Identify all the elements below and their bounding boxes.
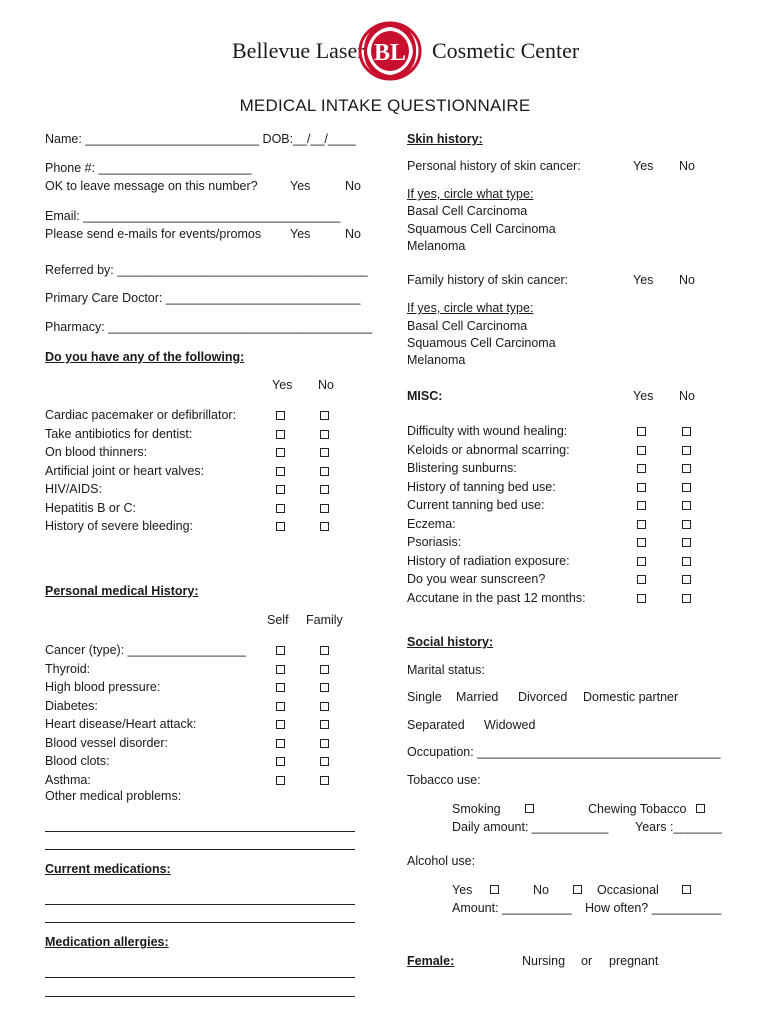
pmh-item-checkbox-a[interactable]: [276, 683, 285, 692]
family-skin-cancer-no[interactable]: No: [679, 273, 695, 287]
marital-divorced[interactable]: Divorced: [518, 690, 568, 704]
send-emails-label: Please send e-mails for events/promos: [45, 227, 262, 241]
following-item-label: Artificial joint or heart valves:: [45, 463, 205, 478]
tobacco-use-label: Tobacco use:: [407, 773, 481, 787]
misc-item-label: History of radiation exposure:: [407, 553, 570, 568]
page-title: MEDICAL INTAKE QUESTIONNAIRE: [239, 96, 531, 115]
current-medications-line-2[interactable]: [45, 922, 355, 923]
following-item-label: On blood thinners:: [45, 445, 148, 459]
brand-right-text: Cosmetic Center: [432, 38, 580, 63]
pmh-item-label: High blood pressure:: [45, 680, 161, 694]
chewing-tobacco-label: Chewing Tobacco: [588, 802, 687, 816]
female-nursing[interactable]: Nursing: [522, 954, 566, 968]
pmh-item-checkbox-a[interactable]: [276, 739, 285, 748]
misc-item-checkbox-b[interactable]: [682, 427, 691, 436]
following-item-label: Hepatitis B or C:: [45, 500, 137, 515]
following-yes-header: Yes: [272, 378, 293, 392]
misc-item-checkbox-a[interactable]: [637, 427, 646, 436]
personal-skin-cancer-label: Personal history of skin cancer:: [407, 159, 581, 173]
family-if-yes-label: If yes, circle what type:: [407, 301, 534, 315]
leave-message-no[interactable]: No: [345, 179, 361, 193]
following-item-checkbox-a[interactable]: [276, 485, 285, 494]
pmh-item-label: Heart disease/Heart attack:: [45, 717, 197, 731]
alcohol-use-label: Alcohol use:: [407, 854, 476, 868]
pmh-item-label: Cancer (type): _________________: [45, 643, 246, 657]
smoking-checkbox[interactable]: [525, 804, 534, 813]
pmh-item-checkbox-b[interactable]: [320, 720, 329, 729]
other-problems-label: Other medical problems:: [45, 789, 182, 803]
personal-cancer-type-melanoma[interactable]: Melanoma: [407, 239, 466, 253]
occupation-field[interactable]: Occupation: ___________________________________: [407, 745, 721, 759]
misc-item-checkbox-a[interactable]: [637, 538, 646, 547]
misc-item-checkbox-a[interactable]: [637, 520, 646, 529]
pmh-item-checkbox-a[interactable]: [276, 702, 285, 711]
misc-item-checkbox-b[interactable]: [682, 557, 691, 566]
misc-item-label: Keloids or abnormal scarring:: [407, 442, 570, 457]
following-item-checkbox-b[interactable]: [320, 522, 329, 531]
misc-item-checkbox-a[interactable]: [637, 501, 646, 510]
following-item-label: Cardiac pacemaker or defibrillator:: [45, 408, 237, 422]
pmh-item-checkbox-b[interactable]: [320, 776, 329, 785]
misc-item-checkbox-b[interactable]: [682, 501, 691, 510]
alcohol-no-checkbox[interactable]: [573, 885, 582, 894]
female-pregnant[interactable]: pregnant: [609, 954, 659, 968]
pmh-item-checkbox-b[interactable]: [320, 665, 329, 674]
personal-cancer-type-basal[interactable]: Basal Cell Carcinoma: [407, 204, 528, 218]
female-or: or: [581, 954, 593, 968]
marital-widowed[interactable]: Widowed: [484, 718, 536, 732]
alcohol-how-often-field[interactable]: How often? __________: [585, 901, 722, 915]
pmh-item-checkbox-b[interactable]: [320, 739, 329, 748]
logo-letters: BL: [373, 40, 407, 66]
pmh-self-header: Self: [267, 613, 289, 627]
medication-allergies-line-2[interactable]: [45, 996, 355, 997]
pmh-item-checkbox-a[interactable]: [276, 646, 285, 655]
misc-item-checkbox-a[interactable]: [637, 464, 646, 473]
pmh-item-checkbox-a[interactable]: [276, 665, 285, 674]
misc-item-label: Eczema:: [407, 516, 456, 531]
following-item-checkbox-a[interactable]: [276, 504, 285, 513]
following-no-header: No: [318, 378, 334, 392]
pmh-item-checkbox-a[interactable]: [276, 757, 285, 766]
daily-amount-field[interactable]: Daily amount: ___________: [452, 820, 609, 834]
pmh-item-checkbox-b[interactable]: [320, 646, 329, 655]
following-item-checkbox-a[interactable]: [276, 411, 285, 420]
misc-item-checkbox-b[interactable]: [682, 594, 691, 603]
pmh-item-checkbox-b[interactable]: [320, 757, 329, 766]
family-skin-cancer-yes[interactable]: Yes: [633, 273, 654, 287]
misc-item-label: Blistering sunburns:: [407, 461, 517, 475]
pmh-item-label: Blood clots:: [45, 754, 110, 768]
name-dob-field[interactable]: Name: _________________________ DOB:__/__/____: [45, 132, 356, 146]
misc-item-checkbox-b[interactable]: [682, 464, 691, 473]
brand-left-text: Bellevue Laser: [232, 38, 365, 63]
female-heading: Female:: [407, 954, 455, 968]
alcohol-yes-checkbox[interactable]: [490, 885, 499, 894]
chewing-tobacco-checkbox[interactable]: [696, 804, 705, 813]
misc-item-label: Current tanning bed use:: [407, 498, 545, 512]
misc-item-checkbox-a[interactable]: [637, 557, 646, 566]
misc-item-label: History of tanning bed use:: [407, 479, 556, 494]
referred-by-field[interactable]: Referred by: ____________________________________: [45, 263, 368, 277]
pmh-item-checkbox-a[interactable]: [276, 776, 285, 785]
personal-skin-cancer-yes[interactable]: Yes: [633, 159, 654, 173]
marital-married[interactable]: Married: [456, 690, 499, 704]
misc-item-checkbox-b[interactable]: [682, 538, 691, 547]
family-skin-cancer-label: Family history of skin cancer:: [407, 273, 569, 287]
medication-allergies-heading: Medication allergies:: [45, 935, 169, 949]
misc-no-header: No: [679, 389, 695, 403]
alcohol-occasional-label: Occasional: [597, 883, 659, 897]
pmh-item-label: Blood vessel disorder:: [45, 735, 168, 750]
marital-domestic-partner[interactable]: Domestic partner: [583, 690, 679, 704]
skin-history-heading: Skin history:: [407, 132, 483, 146]
social-history-heading: Social history:: [407, 635, 494, 649]
logo-emblem: [354, 18, 426, 84]
pmh-item-label: Thyroid:: [45, 661, 91, 676]
other-problems-line-1[interactable]: [45, 831, 355, 832]
marital-single[interactable]: Single: [407, 690, 442, 704]
personal-cancer-type-squamous[interactable]: Squamous Cell Carcinoma: [407, 222, 556, 236]
following-item-checkbox-b[interactable]: [320, 467, 329, 476]
personal-skin-cancer-no[interactable]: No: [679, 159, 695, 173]
alcohol-occasional-checkbox[interactable]: [682, 885, 691, 894]
misc-item-checkbox-b[interactable]: [682, 520, 691, 529]
misc-item-label: Psoriasis:: [407, 535, 462, 549]
pmh-item-checkbox-a[interactable]: [276, 720, 285, 729]
other-problems-line-2[interactable]: [45, 849, 355, 850]
marital-separated[interactable]: Separated: [407, 718, 465, 732]
pmh-item-label: Diabetes:: [45, 698, 98, 713]
following-item-checkbox-a[interactable]: [276, 430, 285, 439]
current-medications-heading: Current medications:: [45, 862, 171, 876]
leave-message-yes[interactable]: Yes: [290, 179, 311, 193]
pmh-item-label: Asthma:: [45, 772, 91, 787]
phone-field[interactable]: Phone #: ______________________: [45, 161, 252, 175]
pmh-heading: Personal medical History:: [45, 584, 199, 598]
years-field[interactable]: Years :_______: [635, 820, 723, 834]
following-item-label: HIV/AIDS:: [45, 482, 102, 496]
misc-item-checkbox-a[interactable]: [637, 594, 646, 603]
misc-item-label: Do you wear sunscreen?: [407, 572, 546, 586]
misc-item-checkbox-a[interactable]: [637, 446, 646, 455]
following-item-checkbox-b[interactable]: [320, 430, 329, 439]
misc-item-label: Accutane in the past 12 months:: [407, 590, 586, 605]
pmh-family-header: Family: [306, 613, 343, 627]
family-cancer-type-melanoma[interactable]: Melanoma: [407, 353, 466, 367]
current-medications-line-1[interactable]: [45, 904, 355, 905]
following-item-checkbox-b[interactable]: [320, 504, 329, 513]
alcohol-yes-label: Yes: [452, 883, 473, 897]
following-item-checkbox-b[interactable]: [320, 411, 329, 420]
misc-item-checkbox-a[interactable]: [637, 575, 646, 584]
alcohol-no-label: No: [533, 883, 549, 897]
following-item-checkbox-a[interactable]: [276, 448, 285, 457]
family-cancer-type-squamous[interactable]: Squamous Cell Carcinoma: [407, 336, 556, 350]
smoking-label: Smoking: [452, 802, 501, 816]
send-emails-no[interactable]: No: [345, 227, 361, 241]
misc-yes-header: Yes: [633, 389, 654, 403]
following-item-label: History of severe bleeding:: [45, 519, 193, 533]
ok-leave-message-label: OK to leave message on this number?: [45, 179, 258, 193]
family-cancer-type-basal[interactable]: Basal Cell Carcinoma: [407, 319, 528, 333]
pmh-item-checkbox-b[interactable]: [320, 702, 329, 711]
misc-item-checkbox-a[interactable]: [637, 483, 646, 492]
misc-item-checkbox-b[interactable]: [682, 483, 691, 492]
personal-if-yes-label: If yes, circle what type:: [407, 187, 534, 201]
marital-status-label: Marital status:: [407, 663, 485, 677]
following-item-checkbox-a[interactable]: [276, 522, 285, 531]
following-heading: Do you have any of the following:: [45, 350, 245, 364]
medication-allergies-line-1[interactable]: [45, 977, 355, 978]
following-item-checkbox-b[interactable]: [320, 448, 329, 457]
following-item-checkbox-b[interactable]: [320, 485, 329, 494]
pharmacy-field[interactable]: Pharmacy: ______________________________________: [45, 320, 373, 334]
following-item-checkbox-a[interactable]: [276, 467, 285, 476]
misc-item-checkbox-b[interactable]: [682, 446, 691, 455]
primary-care-field[interactable]: Primary Care Doctor: ____________________________: [45, 291, 361, 305]
pmh-item-checkbox-b[interactable]: [320, 683, 329, 692]
following-item-label: Take antibiotics for dentist:: [45, 426, 193, 441]
email-field[interactable]: Email: _____________________________________: [45, 209, 341, 223]
send-emails-yes[interactable]: Yes: [290, 227, 311, 241]
misc-item-checkbox-b[interactable]: [682, 575, 691, 584]
alcohol-amount-field[interactable]: Amount: __________: [452, 901, 572, 915]
misc-heading: MISC:: [407, 389, 443, 403]
misc-item-label: Difficulty with wound healing:: [407, 424, 568, 438]
